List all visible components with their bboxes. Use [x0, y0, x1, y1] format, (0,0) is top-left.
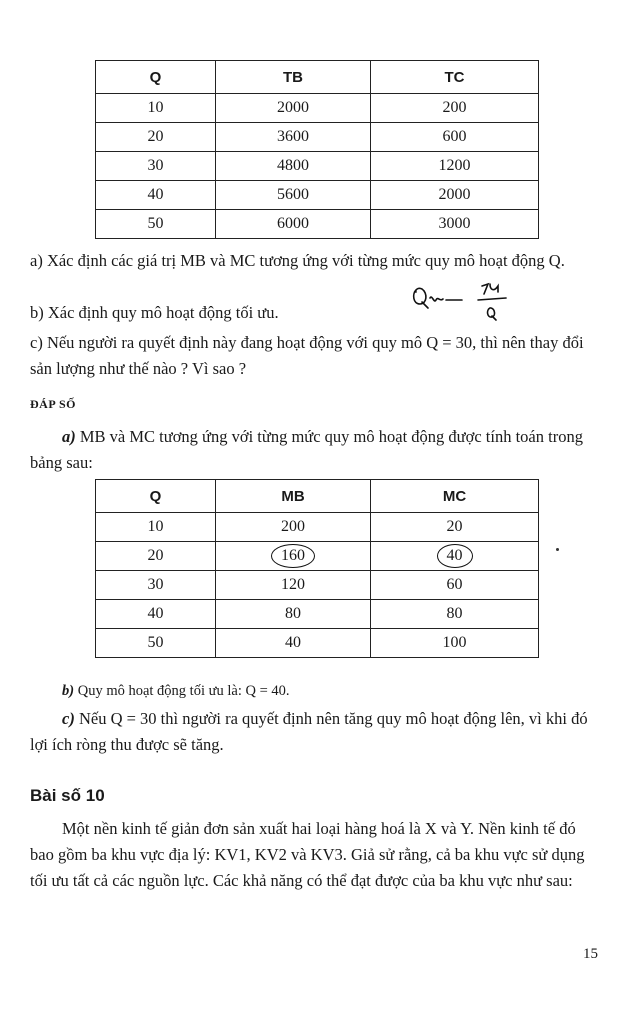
- answer-heading: ĐÁP SỐ: [30, 397, 77, 411]
- answer-a: [30, 424, 600, 476]
- table-row: [96, 181, 539, 210]
- answer-c: [30, 706, 600, 758]
- table-row: [96, 542, 539, 571]
- table-row: [96, 152, 539, 181]
- table-cell: 10: [96, 94, 216, 123]
- table-row: [96, 210, 539, 239]
- table-header-row: [96, 61, 539, 94]
- cost-benefit-table: [95, 60, 539, 239]
- table-cell: 6000: [216, 210, 371, 239]
- table-row: [96, 513, 539, 542]
- table-cell: 80: [371, 600, 539, 629]
- answer-c-lead: c): [62, 709, 75, 728]
- table-cell: 30: [96, 152, 216, 181]
- table-cell: 80: [216, 600, 371, 629]
- column-header: TC: [371, 61, 539, 94]
- stray-mark: [556, 548, 559, 551]
- table-cell: 20: [96, 123, 216, 152]
- table-cell: 30: [96, 571, 216, 600]
- marginal-table: [95, 479, 539, 658]
- table-row: [96, 571, 539, 600]
- answer-b: [30, 678, 600, 704]
- problem-text: Một nền kinh tế giản đơn sản xuất hai loại hàng hoá là X và Y. Nền kinh tế đó bao gồm ba khu vực địa lý: KV1, KV2 và KV3. Giả sử rằng, cả ba khu vực sử dụng tối ưu tất cả các nguồn lực. Các khả năng có thể đạt được của ba khu vực như sau:: [30, 819, 585, 890]
- answer-b-lead: b): [62, 683, 75, 699]
- table-cell: 2000: [371, 181, 539, 210]
- table-cell: 50: [96, 629, 216, 658]
- column-header: MC: [371, 480, 539, 513]
- answer-a-text: MB và MC tương ứng với từng mức quy mô hoạt động được tính toán trong bảng sau:: [30, 427, 583, 472]
- table-cell: 2000: [216, 94, 371, 123]
- table-cell: [216, 542, 371, 571]
- table-cell: 3600: [216, 123, 371, 152]
- table-cell: 200: [371, 94, 539, 123]
- table-cell: 3000: [371, 210, 539, 239]
- circled-value: 160: [271, 544, 315, 568]
- table-cell: 40: [96, 181, 216, 210]
- handwritten-note: [410, 278, 520, 328]
- table-cell: 1200: [371, 152, 539, 181]
- table-cell: 10: [96, 513, 216, 542]
- table-cell: 20: [96, 542, 216, 571]
- question-a: a) Xác định các giá trị MB và MC tương ứng với từng mức quy mô hoạt động Q.: [30, 251, 565, 270]
- table-header-row: [96, 480, 539, 513]
- column-header: MB: [216, 480, 371, 513]
- question-b: b) Xác định quy mô hoạt động tối ưu.: [30, 303, 279, 322]
- table-row: [96, 629, 539, 658]
- table-row: [96, 123, 539, 152]
- answer-a-lead: a): [62, 427, 76, 446]
- column-header: Q: [96, 480, 216, 513]
- page-number: 15: [583, 946, 598, 962]
- table-cell: [371, 542, 539, 571]
- column-header: TB: [216, 61, 371, 94]
- table-cell: 4800: [216, 152, 371, 181]
- table-cell: 40: [96, 600, 216, 629]
- circled-value: 40: [437, 544, 473, 568]
- table-cell: 100: [371, 629, 539, 658]
- table-cell: 20: [371, 513, 539, 542]
- table-cell: 120: [216, 571, 371, 600]
- section-title: Bài số 10: [30, 786, 105, 805]
- table-cell: 200: [216, 513, 371, 542]
- column-header: Q: [96, 61, 216, 94]
- answer-c-text: Nếu Q = 30 thì người ra quyết định nên tăng quy mô hoạt động lên, vì khi đó lợi ích ròng thu được sẽ tăng.: [30, 709, 588, 754]
- table-cell: 50: [96, 210, 216, 239]
- table-row: [96, 94, 539, 123]
- answer-b-text: Quy mô hoạt động tối ưu là: Q = 40.: [74, 683, 290, 699]
- table-cell: 40: [216, 629, 371, 658]
- table-cell: 5600: [216, 181, 371, 210]
- question-c: c) Nếu người ra quyết định này đang hoạt động với quy mô Q = 30, thì nên thay đổi sản lượng như thế nào ? Vì sao ?: [30, 333, 584, 378]
- table-row: [96, 600, 539, 629]
- table-cell: 60: [371, 571, 539, 600]
- table-cell: 600: [371, 123, 539, 152]
